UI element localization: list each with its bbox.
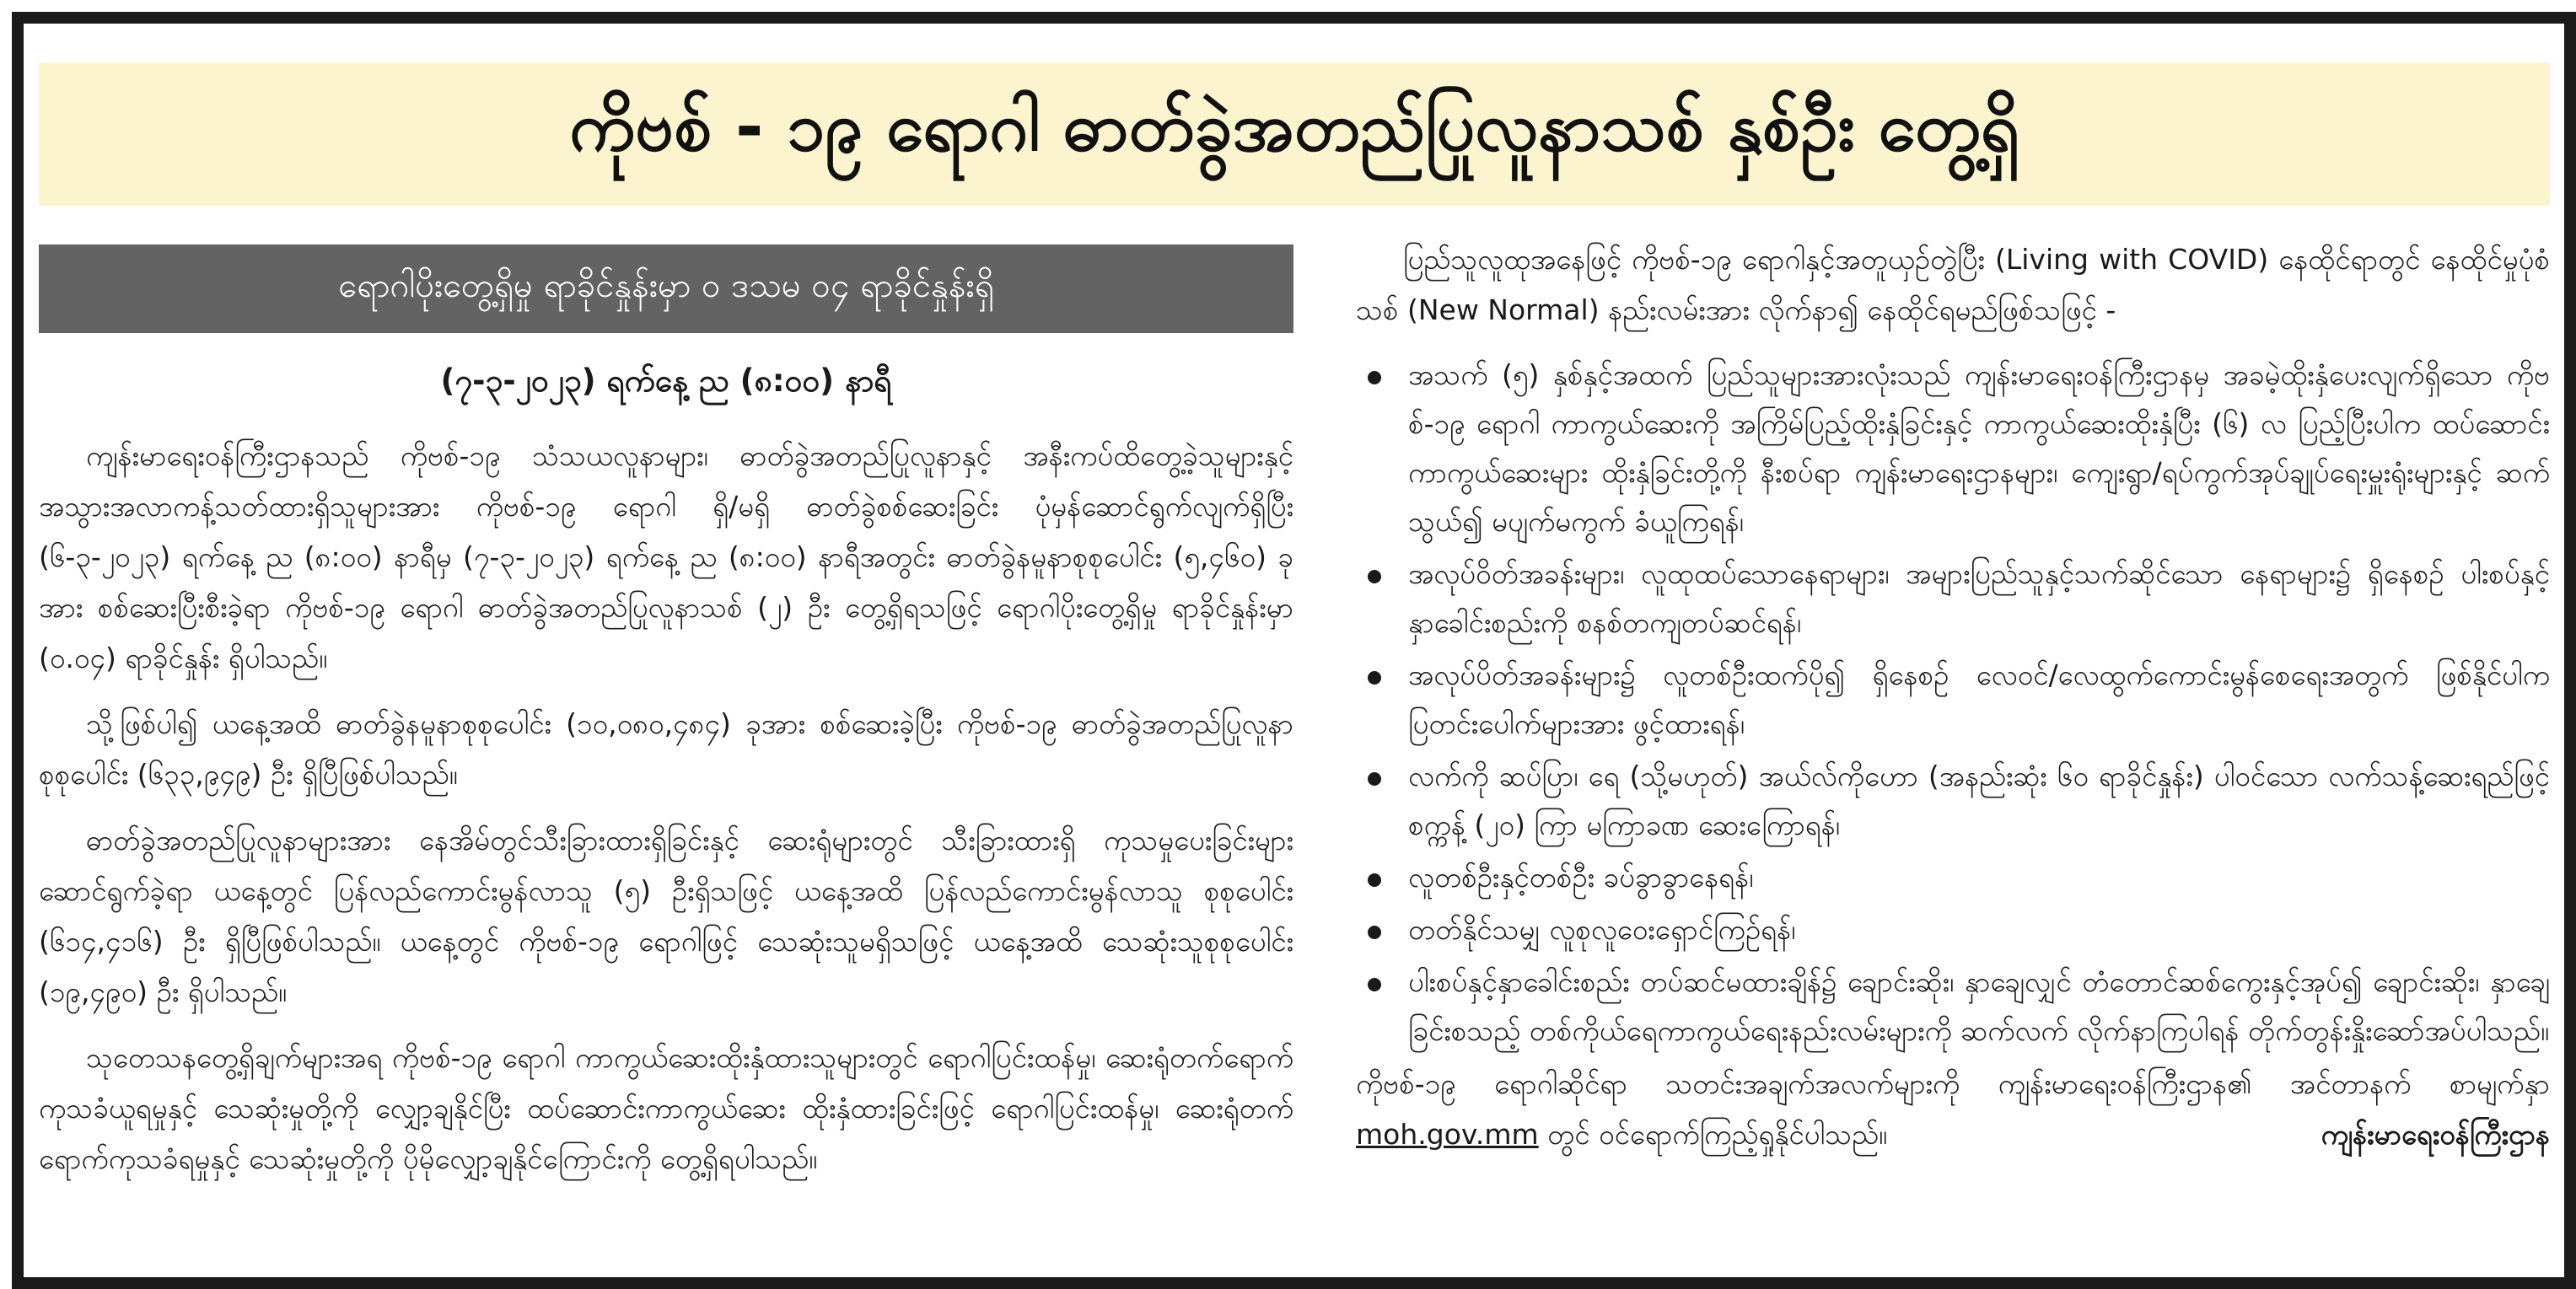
guideline-item bbox=[1356, 351, 2550, 546]
ministry-signature: ကျန်းမာရေးဝန်ကြီးဌာန bbox=[2321, 1118, 2550, 1151]
paragraph-testing: ကျန်းမာရေးဝန်ကြီးဌာနသည် ကိုဗစ်-၁၉ သံသယလူနာများ၊ ဓာတ်ခွဲအတည်ပြုလူနာနှင့် အနီးကပ်ထိတွေ့ခဲ့သူများနှင့် အသွားအလာကန့်သတ်ထားရှိသူများအား ကိုဗစ်-၁၉ ရောဂါ ရှိ/မရှိ ဓာတ်ခွဲစစ်ဆေးခြင်း ပုံမှန်ဆောင်ရွက်လျက်ရှိပြီး (၆-၃-၂၀၂၃) ရက်နေ့ ည (၈:၀၀) နာရီမှ (၇-၃-၂၀၂၃) ရက်နေ့ ည (၈:၀၀) နာရီအတွင်း ဓာတ်ခွဲနမူနာစုစုပေါင်း (၅,၄၆၀) ခုအား စစ်ဆေးပြီးစီးခဲ့ရာ ကိုဗစ်-၁၉ ရောဂါ ဓာတ်ခွဲအတည်ပြုလူနာသစ် (၂) ဦး တွေ့ရှိရသဖြင့် ရောဂါပိုးတွေ့ရှိမှု ရာခိုင်နှုန်းမှာ (၀.၀၄) ရာခိုင်နှုန်း ရှိပါသည်။ bbox=[39, 439, 1293, 674]
bullet-icon bbox=[1368, 772, 1381, 786]
report-date: (၇-၃-၂၀၂၃) ရက်နေ့ ည (၈:၀၀) နာရီ bbox=[440, 363, 892, 399]
website-link[interactable]: moh.gov.mm bbox=[1356, 1118, 1539, 1151]
footer-text: ကိုဗစ်-၁၉ ရောဂါဆိုင်ရာ သတင်းအချက်အလက်များကို ကျန်းမာရေးဝန်ကြီးဌာန၏ အင်တာနက် စာမျက်နှာ bbox=[1356, 1067, 2550, 1100]
footer-note bbox=[1356, 1059, 2550, 1160]
bullet-icon bbox=[1368, 570, 1381, 583]
paragraph-recovery: ဓာတ်ခွဲအတည်ပြုလူနာများအား နေအိမ်တွင်သီးခြားထားရှိခြင်းနှင့် ဆေးရုံများတွင် သီးခြားထားရှိ ကုသမှုပေးခြင်းများ ဆောင်ရွက်ခဲ့ရာ ယနေ့တွင် ပြန်လည်ကောင်းမွန်လာသူ (၅) ဦးရှိသဖြင့် ယနေ့အထိ ပြန်လည်ကောင်းမွန်လာသူ စုစုပေါင်း (၆၁၄,၄၁၆) ဦး ရှိပြီဖြစ်ပါသည်။ ယနေ့တွင် ကိုဗစ်-၁၉ ရောဂါဖြင့် သေဆုံးသူမရှိသဖြင့် ယနေ့အထိ သေဆုံးသူစုစုပေါင်း (၁၉,၄၉၀) ဦး ရှိပါသည်။ bbox=[39, 824, 1293, 1008]
right-column bbox=[1356, 234, 2550, 1277]
document-frame bbox=[12, 12, 2576, 1289]
bullet-icon bbox=[1368, 371, 1381, 384]
footer-tail: တွင် ဝင်ရောက်ကြည့်ရှုနိုင်ပါသည်။ bbox=[1547, 1118, 1887, 1151]
page-title: ကိုဗစ် - ၁၉ ရောဂါ ဓာတ်ခွဲအတည်ပြုလူနာသစ် နှစ်ဦး တွေ့ရှိ bbox=[39, 62, 2550, 206]
bullet-icon bbox=[1368, 926, 1381, 939]
guideline-text: ပါးစပ်နှင့်နှာခေါင်းစည်း တပ်ဆင်မထားချိန်၌ ချောင်းဆိုး၊ နှာချေလျှင် တံတောင်ဆစ်ကွေးနှင့်အုပ်၍ ချောင်းဆိုး၊ နှာချေခြင်းစသည့် တစ်ကိုယ်ရေကာကွယ်ရေးနည်းလမ်းများကို ဆက်လက် လိုက်နာကြပါရန် တိုက်တွန်းနှိုးဆော်အပ်ပါသည်။ bbox=[1408, 965, 2550, 1047]
guideline-item bbox=[1356, 651, 2550, 749]
guideline-item bbox=[1356, 958, 2550, 1055]
guideline-list bbox=[1356, 351, 2550, 1055]
guideline-text: အလုပ်ပိတ်အခန်းများ၌ လူတစ်ဦးထက်ပို၍ ရှိနေစဉ် လေဝင်/လေထွက်ကောင်းမွန်စေရေးအတွက် ဖြစ်နိုင်ပါက ပြတင်းပေါက်များအား ဖွင့်ထားရန်၊ bbox=[1408, 658, 2550, 740]
guideline-text: လူတစ်ဦးနှင့်တစ်ဦး ခပ်ခွာခွာနေရန်၊ bbox=[1408, 861, 1754, 894]
guideline-text: အသက် (၅) နှစ်နှင့်အထက် ပြည်သူများအားလုံးသည် ကျန်းမာရေးဝန်ကြီးဌာနမှ အခမဲ့ထိုးနှံပေးလျက်ရှိသော ကိုဗစ်-၁၉ ရောဂါ ကာကွယ်ဆေးကို အကြိမ်ပြည့်ထိုးနှံခြင်းနှင့် ကာကွယ်ဆေးထိုးနှံပြီး (၆) လ ပြည့်ပြီးပါက ထပ်ဆောင်းကာကွယ်ဆေးများ ထိုးနှံခြင်းတို့ကို နီးစပ်ရာ ကျန်းမာရေးဌာနများ၊ ကျေးရွာ/ရပ်ကွက်အုပ်ချုပ်ရေးမှူးရုံးများနှင့် ဆက်သွယ်၍ မပျက်မကွက် ခံယူကြရန်၊ bbox=[1408, 358, 2550, 538]
guideline-text: လက်ကို ဆပ်ပြာ၊ ရေ (သို့မဟုတ်) အယ်လ်ကိုဟော (အနည်းဆုံး ၆၀ ရာခိုင်နှုန်း) ပါဝင်သော လက်သန့်ဆေးရည်ဖြင့် စက္ကန့် (၂၀) ကြာ မကြာခဏ ဆေးကြောရန်၊ bbox=[1408, 760, 2550, 841]
guideline-item bbox=[1356, 752, 2550, 850]
guideline-text: တတ်နိုင်သမျှ လူစုလူဝေးရှောင်ကြဉ်ရန်၊ bbox=[1408, 913, 1796, 946]
guideline-text: အလုပ်ဝိတ်အခန်းများ၊ လူထုထပ်သောနေရာများ၊ အများပြည်သူနှင့်သက်ဆိုင်သော နေရာများ၌ ရှိနေစဉ် ပါးစပ်နှင့်နှာခေါင်းစည်းကို စနစ်တကျတပ်ဆင်ရန်၊ bbox=[1408, 557, 2550, 639]
guideline-item bbox=[1356, 550, 2550, 647]
guideline-item bbox=[1356, 905, 2550, 954]
guideline-item bbox=[1356, 853, 2550, 902]
bullet-icon bbox=[1368, 873, 1381, 887]
intro-paragraph: ပြည်သူလူထုအနေဖြင့် ကိုဗစ်-၁၉ ရောဂါနှင့်အတူယှဉ်တွဲပြီး (Living with COVID) နေထိုင်ရာတွင် နေထိုင်မှုပုံစံသစ် (New Normal) နည်းလမ်းအား လိုက်နာ၍ နေထိုင်ရမည်ဖြစ်သဖြင့် - bbox=[1356, 243, 2550, 326]
bullet-icon bbox=[1368, 978, 1381, 991]
positivity-banner: ရောဂါပိုးတွေ့ရှိမှု ရာခိုင်နှုန်းမှာ ၀ ဒသမ ၀၄ ရာခိုင်နှုန်းရှိ bbox=[39, 244, 1293, 333]
paragraph-total-cases: သို့ဖြစ်ပါ၍ ယနေ့အထိ ဓာတ်ခွဲနမူနာစုစုပေါင်း (၁၀,၀၈၀,၄၈၄) ခုအား စစ်ဆေးခဲ့ပြီး ကိုဗစ်-၁၉ ဓာတ်ခွဲအတည်ပြုလူနာ စုစုပေါင်း (၆၃၃,၉၄၉) ဦး ရှိပြီဖြစ်ပါသည်။ bbox=[39, 707, 1293, 791]
paragraph-research: သုတေသနတွေ့ရှိချက်များအရ ကိုဗစ်-၁၉ ရောဂါ ကာကွယ်ဆေးထိုးနှံထားသူများတွင် ရောဂါပြင်းထန်မှု၊ ဆေးရုံတက်ရောက်ကုသခံယူရမှုနှင့် သေဆုံးမှုတို့ကို လျှော့ချနိုင်ပြီး ထပ်ဆောင်းကာကွယ်ဆေး ထိုးနှံထားခြင်းဖြင့် ရောဂါပြင်းထန်မှု၊ ဆေးရုံတက်ရောက်ကုသခံရမှုနှင့် သေဆုံးမှုတို့ကို ပိုမိုလျှော့ချနိုင်ကြောင်းကို တွေ့ရှိရပါသည်။ bbox=[39, 1041, 1293, 1175]
bullet-icon bbox=[1368, 671, 1381, 685]
left-column bbox=[39, 244, 1293, 1277]
